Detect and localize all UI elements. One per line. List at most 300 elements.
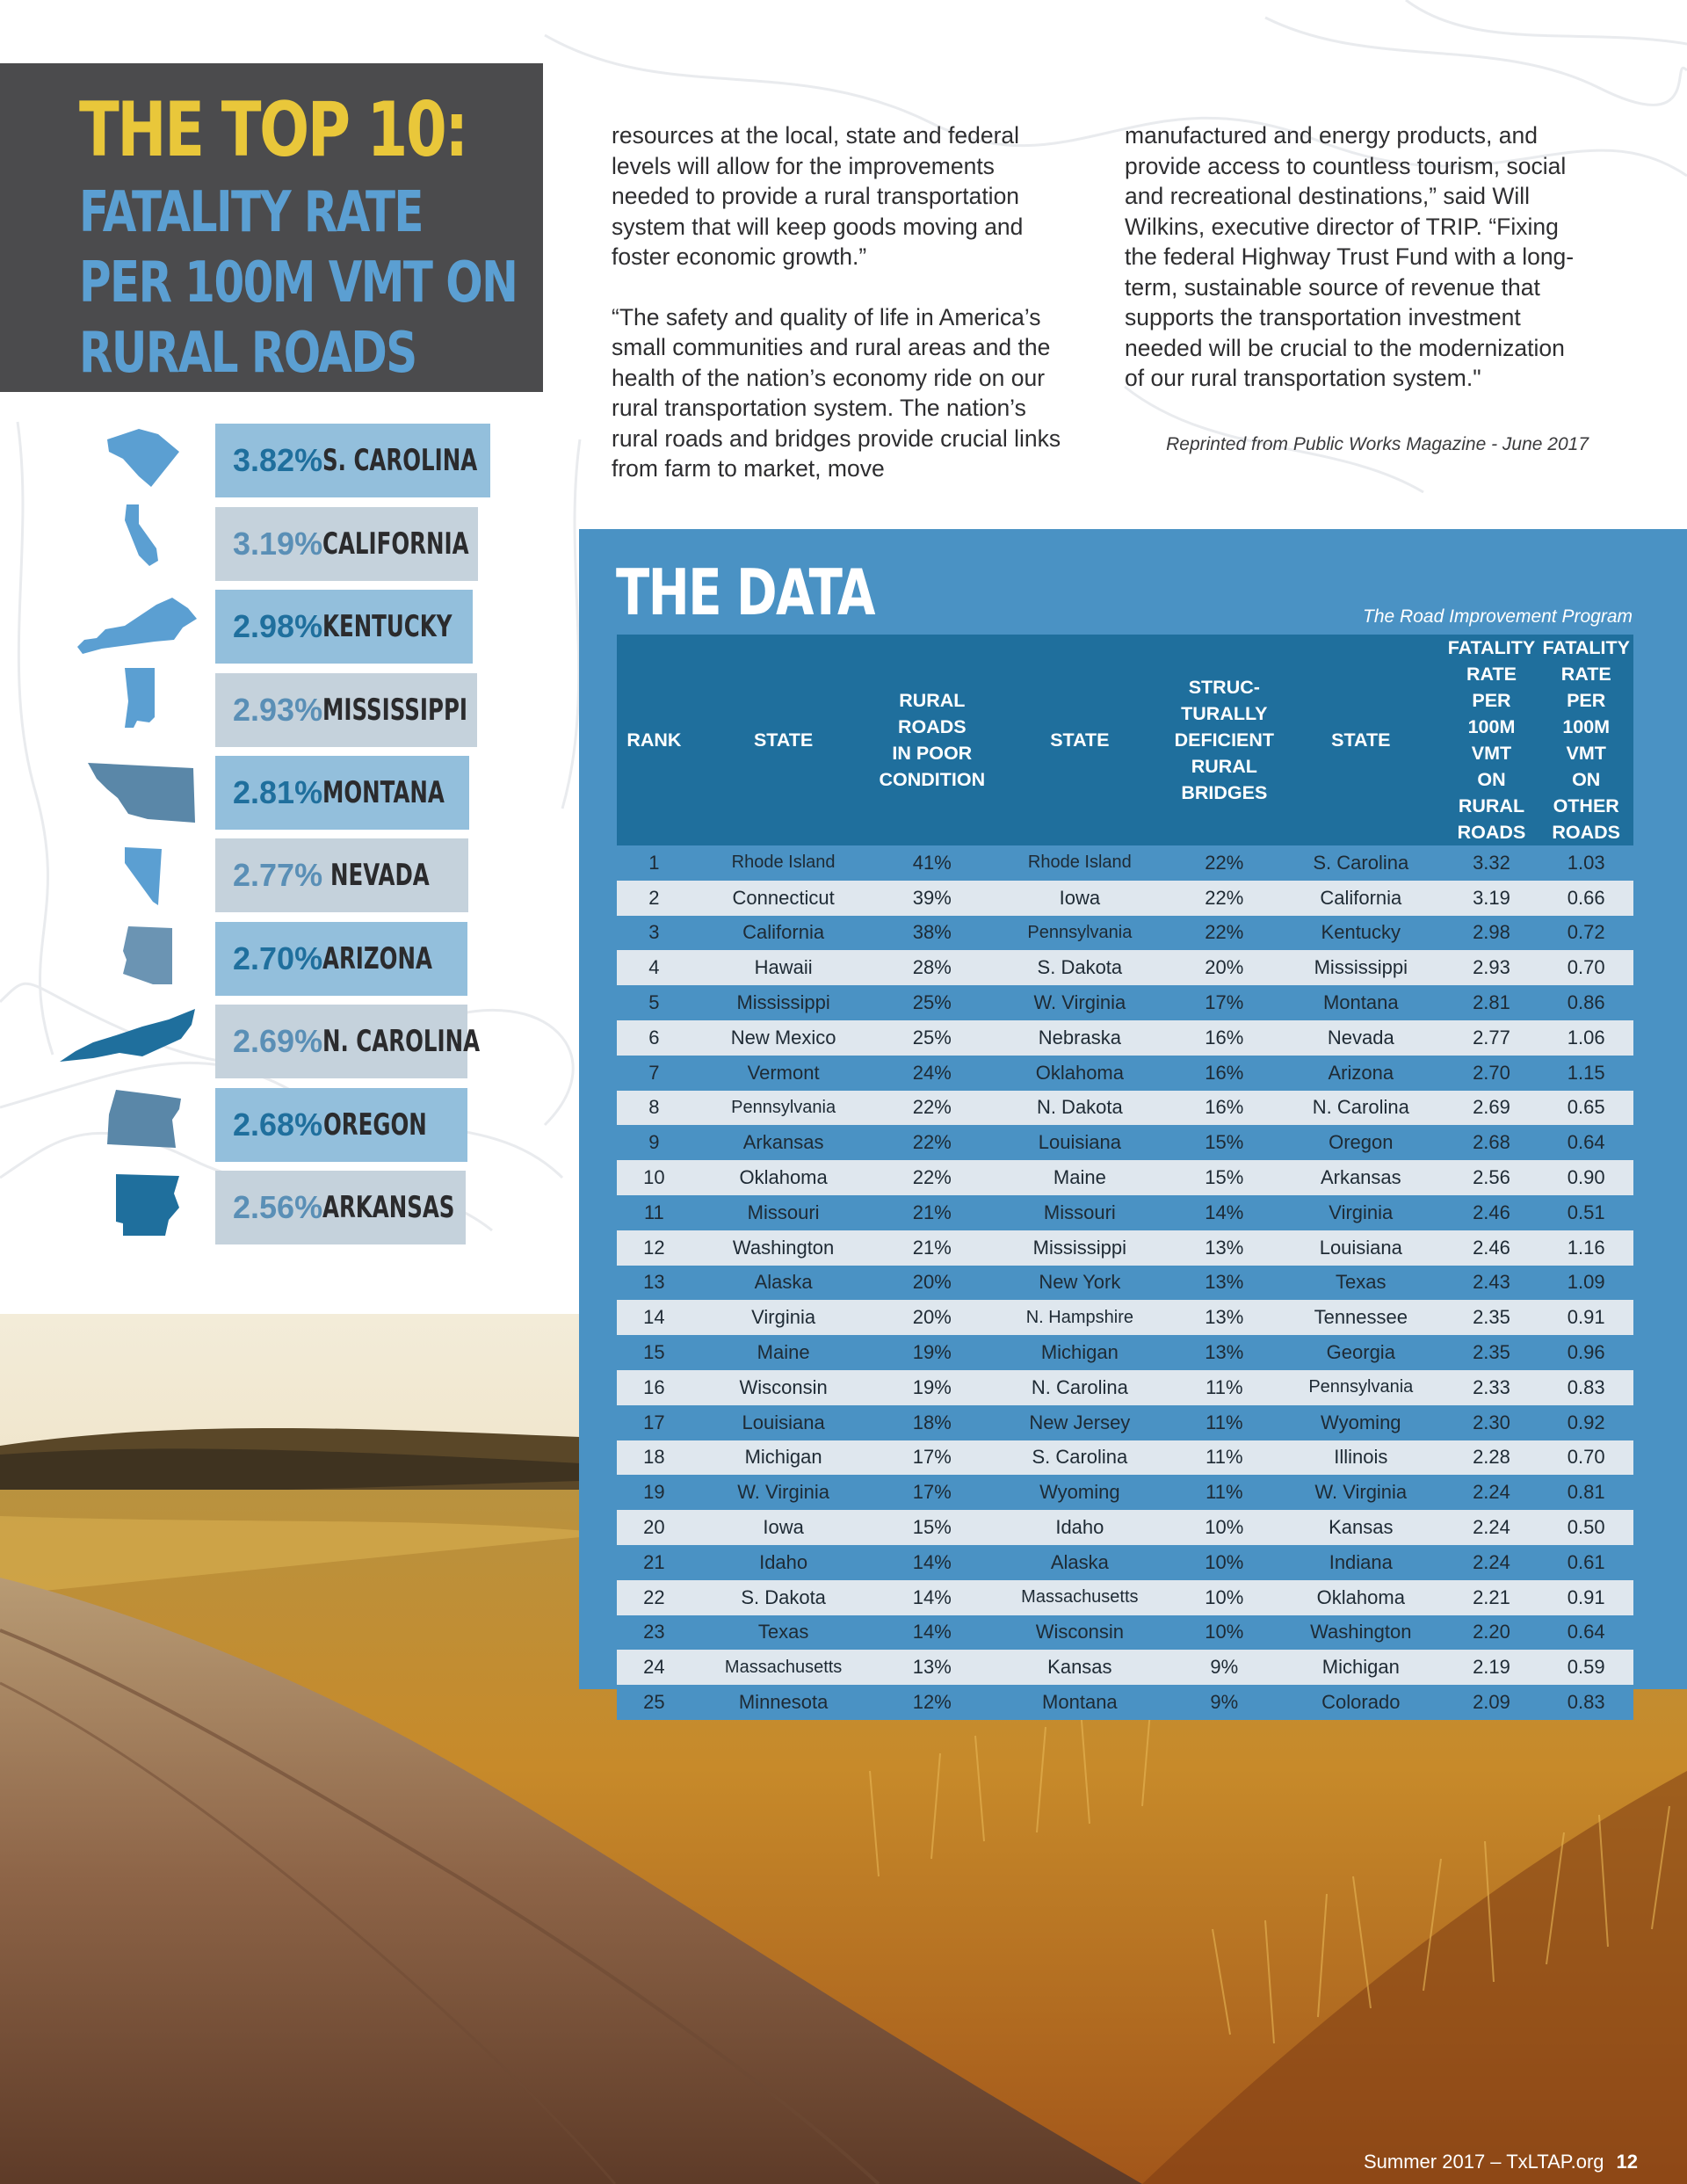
top10-rate: 2.70% — [233, 940, 323, 976]
footer-issue: Summer 2017 – TxLTAP.org — [1364, 2151, 1604, 2173]
top10-rate: 2.77% — [233, 857, 323, 893]
table-cell: 9% — [1171, 1685, 1278, 1720]
table-cell: 2.35 — [1444, 1335, 1539, 1370]
arkansas-map-icon — [114, 1172, 183, 1237]
top10-rate: 2.69% — [233, 1023, 323, 1059]
top10-rate: 2.93% — [233, 692, 323, 728]
table-cell: 0.59 — [1539, 1650, 1633, 1685]
table-cell: 3.32 — [1444, 845, 1539, 881]
table-cell: 0.70 — [1539, 950, 1633, 985]
table-cell: 17 — [617, 1405, 691, 1440]
table-cell: 1 — [617, 845, 691, 881]
table-cell: N. Dakota — [988, 1091, 1170, 1126]
top10-item — [215, 1171, 466, 1244]
table-cell: 2.20 — [1444, 1615, 1539, 1651]
column-header-line: BRIDGES — [1181, 782, 1268, 803]
table-cell: 19 — [617, 1475, 691, 1510]
table-cell: 18 — [617, 1440, 691, 1476]
table-cell: 2.46 — [1444, 1195, 1539, 1230]
top10-rate: 2.81% — [233, 774, 323, 810]
data-panel-title: THE DATA — [616, 555, 874, 629]
table-cell: S. Dakota — [691, 1580, 876, 1615]
article-column-2 — [1125, 120, 1589, 424]
table-cell: 1.09 — [1539, 1266, 1633, 1301]
table-row — [617, 1580, 1633, 1615]
table-cell: 7 — [617, 1056, 691, 1091]
table-cell: 10% — [1171, 1510, 1278, 1545]
table-cell: Virginia — [1278, 1195, 1444, 1230]
column-header-line: RATE PER — [1560, 664, 1611, 711]
column-header — [988, 635, 1170, 845]
table-cell: Oklahoma — [691, 1160, 876, 1195]
article-credit: Reprinted from Public Works Magazine - June 2017 — [1166, 434, 1589, 454]
table-cell: Oklahoma — [1278, 1580, 1444, 1615]
table-row — [617, 1405, 1633, 1440]
table-cell: Vermont — [691, 1056, 876, 1091]
table-cell: 14 — [617, 1300, 691, 1335]
table-cell: Idaho — [988, 1510, 1170, 1545]
table-cell: S. Carolina — [1278, 845, 1444, 881]
table-cell: 38% — [876, 916, 989, 951]
table-cell: 2.24 — [1444, 1545, 1539, 1580]
table-cell: Rhode Island — [691, 845, 876, 881]
column-header-line: STATE — [1331, 729, 1391, 751]
table-cell: 15 — [617, 1335, 691, 1370]
table-cell: 14% — [876, 1580, 989, 1615]
table-cell: 2.24 — [1444, 1510, 1539, 1545]
article-paragraph: resources at the local, state and federal levels will allow for the improvements needed to provide a rural transportation system that will keep goods moving and foster economic growth.” — [612, 122, 1024, 270]
table-cell: Montana — [1278, 985, 1444, 1020]
table-cell: 20% — [876, 1300, 989, 1335]
table-cell: 2.33 — [1444, 1370, 1539, 1405]
data-panel-source: The Road Improvement Program — [1363, 606, 1633, 627]
table-cell: 0.66 — [1539, 881, 1633, 916]
table-cell: 21% — [876, 1195, 989, 1230]
column-header — [1444, 635, 1539, 845]
table-cell: Louisiana — [988, 1125, 1170, 1160]
table-cell: W. Virginia — [691, 1475, 876, 1510]
table-cell: Georgia — [1278, 1335, 1444, 1370]
table-cell: Arkansas — [691, 1125, 876, 1160]
table-cell: 0.92 — [1539, 1405, 1633, 1440]
table-row — [617, 1615, 1633, 1651]
table-cell: 9 — [617, 1125, 691, 1160]
table-cell: 2.46 — [1444, 1230, 1539, 1266]
top10-state: CALIFORNIA — [322, 526, 469, 562]
table-cell: Virginia — [691, 1300, 876, 1335]
table-cell: Kansas — [988, 1650, 1170, 1685]
table-cell: 21% — [876, 1230, 989, 1266]
table-cell: 19% — [876, 1370, 989, 1405]
column-header — [876, 635, 989, 845]
table-cell: 20% — [1171, 950, 1278, 985]
table-cell: Michigan — [691, 1440, 876, 1476]
page-number: 12 — [1616, 2151, 1638, 2173]
table-cell: 25% — [876, 1020, 989, 1056]
column-header-line: ON OTHER — [1553, 769, 1619, 816]
top10-title-block — [0, 63, 543, 392]
table-row — [617, 1545, 1633, 1580]
table-cell: Montana — [988, 1685, 1170, 1720]
table-cell: 10% — [1171, 1580, 1278, 1615]
table-cell: 2.30 — [1444, 1405, 1539, 1440]
table-cell: Nebraska — [988, 1020, 1170, 1056]
table-cell: Oregon — [1278, 1125, 1444, 1160]
table-cell: S. Dakota — [988, 950, 1170, 985]
table-row — [617, 1195, 1633, 1230]
column-header-line: CONDITION — [879, 769, 986, 790]
table-cell: 22% — [876, 1091, 989, 1126]
table-cell: 0.96 — [1539, 1335, 1633, 1370]
table-row — [617, 1266, 1633, 1301]
california-map-icon — [123, 503, 162, 568]
table-cell: Massachusetts — [988, 1580, 1170, 1615]
table-cell: 0.81 — [1539, 1475, 1633, 1510]
top10-state: S. CAROLINA — [322, 443, 478, 478]
table-cell: 22% — [1171, 916, 1278, 951]
table-cell: Washington — [691, 1230, 876, 1266]
table-cell: 3 — [617, 916, 691, 951]
table-cell: 10% — [1171, 1545, 1278, 1580]
table-row — [617, 950, 1633, 985]
table-cell: S. Carolina — [988, 1440, 1170, 1476]
table-cell: 3.19 — [1444, 881, 1539, 916]
table-cell: 13% — [1171, 1300, 1278, 1335]
table-cell: 15% — [1171, 1125, 1278, 1160]
table-row — [617, 1160, 1633, 1195]
south-carolina-map-icon — [104, 427, 185, 490]
table-cell: 16% — [1171, 1020, 1278, 1056]
table-cell: 22 — [617, 1580, 691, 1615]
column-header — [691, 635, 876, 845]
table-cell: 8 — [617, 1091, 691, 1126]
table-cell: 0.50 — [1539, 1510, 1633, 1545]
mississippi-map-icon — [121, 666, 158, 729]
top10-item — [215, 1005, 481, 1078]
table-cell: 15% — [876, 1510, 989, 1545]
table-cell: Wisconsin — [691, 1370, 876, 1405]
table-cell: 13% — [1171, 1266, 1278, 1301]
table-cell: 21 — [617, 1545, 691, 1580]
top10-state: MISSISSIPPI — [322, 693, 468, 728]
table-cell: Idaho — [691, 1545, 876, 1580]
table-cell: 13% — [1171, 1335, 1278, 1370]
article-paragraph: manufactured and energy products, and provide access to countless tourism, social and recreational destinations,” said Will Wilkins, executive director of TRIP. “Fixing the federal Highway Trust Fund with a long-term, sustainable source of revenue that supports the transportation investment needed will be crucial to the modernization of our rural transportation system." — [1125, 122, 1575, 391]
table-row — [617, 1650, 1633, 1685]
table-cell: 13% — [1171, 1230, 1278, 1266]
table-cell: 2.77 — [1444, 1020, 1539, 1056]
table-cell: Tennessee — [1278, 1300, 1444, 1335]
table-cell: Wyoming — [1278, 1405, 1444, 1440]
top10-state: KENTUCKY — [322, 609, 453, 644]
top10-title-line-4: RURAL ROADS — [79, 321, 416, 386]
table-cell: 13% — [876, 1650, 989, 1685]
table-cell: Louisiana — [1278, 1230, 1444, 1266]
table-cell: Louisiana — [691, 1405, 876, 1440]
table-cell: 28% — [876, 950, 989, 985]
table-row — [617, 1056, 1633, 1091]
top10-title-line-3: PER 100M VMT ON — [79, 250, 518, 316]
table-cell: Rhode Island — [988, 845, 1170, 881]
table-cell: Pennsylvania — [1278, 1370, 1444, 1405]
column-header-line: 100M VMT — [1562, 716, 1611, 764]
table-cell: Alaska — [988, 1545, 1170, 1580]
data-table-header — [617, 635, 1633, 845]
column-header-line: ROADS — [1457, 822, 1526, 843]
table-row — [617, 1370, 1633, 1405]
table-cell: 2.28 — [1444, 1440, 1539, 1476]
table-cell: California — [691, 916, 876, 951]
table-cell: 10% — [1171, 1615, 1278, 1651]
data-table-body — [617, 845, 1633, 1720]
top10-item — [215, 838, 468, 912]
table-cell: 2.81 — [1444, 985, 1539, 1020]
table-cell: 13 — [617, 1266, 691, 1301]
table-cell: 39% — [876, 881, 989, 916]
table-cell: 14% — [1171, 1195, 1278, 1230]
table-cell: 24 — [617, 1650, 691, 1685]
table-cell: New Jersey — [988, 1405, 1170, 1440]
table-cell: 0.51 — [1539, 1195, 1633, 1230]
page-footer — [1364, 2151, 1638, 2173]
table-cell: 23 — [617, 1615, 691, 1651]
top10-item — [215, 922, 467, 996]
table-cell: Maine — [691, 1335, 876, 1370]
table-cell: 11% — [1171, 1370, 1278, 1405]
column-header-line: IN POOR — [892, 743, 973, 764]
top10-state: NEVADA — [330, 858, 431, 893]
table-cell: Nevada — [1278, 1020, 1444, 1056]
table-cell: Massachusetts — [691, 1650, 876, 1685]
top10-item — [215, 756, 469, 830]
table-cell: N. Hampshire — [988, 1300, 1170, 1335]
table-cell: Minnesota — [691, 1685, 876, 1720]
table-cell: 1.06 — [1539, 1020, 1633, 1056]
column-header — [1539, 635, 1633, 845]
table-row — [617, 1300, 1633, 1335]
top10-title-line-1: THE TOP 10: — [79, 86, 467, 174]
table-cell: 12% — [876, 1685, 989, 1720]
table-cell: 41% — [876, 845, 989, 881]
table-cell: 0.64 — [1539, 1615, 1633, 1651]
table-cell: 22% — [1171, 881, 1278, 916]
oregon-map-icon — [105, 1088, 183, 1150]
table-cell: Maine — [988, 1160, 1170, 1195]
table-cell: Michigan — [1278, 1650, 1444, 1685]
article-paragraph: “The safety and quality of life in America’s small communities and rural areas and the health of the nation’s economy ride on our rural transportation system. The nation’s rural roads and bridges provide crucial links from farm to market, move — [612, 303, 1061, 482]
column-header-line: ROADS — [897, 716, 967, 737]
table-cell: 11% — [1171, 1440, 1278, 1476]
table-cell: 1.16 — [1539, 1230, 1633, 1266]
table-cell: Colorado — [1278, 1685, 1444, 1720]
data-panel — [579, 529, 1687, 1714]
table-cell: Oklahoma — [988, 1056, 1170, 1091]
table-row — [617, 1685, 1633, 1720]
table-row — [617, 881, 1633, 916]
table-cell: 18% — [876, 1405, 989, 1440]
table-cell: 10 — [617, 1160, 691, 1195]
article-column-1 — [612, 120, 1075, 514]
table-row — [617, 985, 1633, 1020]
table-cell: N. Carolina — [1278, 1091, 1444, 1126]
kentucky-map-icon — [76, 596, 199, 657]
table-cell: 1.15 — [1539, 1056, 1633, 1091]
table-cell: 2.98 — [1444, 916, 1539, 951]
table-cell: 20% — [876, 1266, 989, 1301]
table-cell: 2.68 — [1444, 1125, 1539, 1160]
top10-state: OREGON — [323, 1107, 428, 1143]
table-cell: 22% — [876, 1160, 989, 1195]
table-row — [617, 1230, 1633, 1266]
table-cell: 2.35 — [1444, 1300, 1539, 1335]
table-row — [617, 1440, 1633, 1476]
table-cell: 16 — [617, 1370, 691, 1405]
table-cell: Pennsylvania — [691, 1091, 876, 1126]
table-cell: 0.90 — [1539, 1160, 1633, 1195]
table-cell: 2 — [617, 881, 691, 916]
table-cell: 2.19 — [1444, 1650, 1539, 1685]
table-cell: 0.91 — [1539, 1300, 1633, 1335]
table-cell: 9% — [1171, 1650, 1278, 1685]
top10-title-line-2: FATALITY RATE — [79, 180, 423, 245]
column-header-line: DEFICIENT — [1174, 729, 1275, 751]
table-cell: 19% — [876, 1335, 989, 1370]
table-cell: Hawaii — [691, 950, 876, 985]
table-cell: Missouri — [691, 1195, 876, 1230]
table-cell: Texas — [691, 1615, 876, 1651]
table-cell: 5 — [617, 985, 691, 1020]
table-cell: 17% — [1171, 985, 1278, 1020]
table-cell: 2.56 — [1444, 1160, 1539, 1195]
column-header-line: 100M VMT — [1467, 716, 1516, 764]
table-cell: 0.61 — [1539, 1545, 1633, 1580]
table-cell: 0.65 — [1539, 1091, 1633, 1126]
table-cell: 0.83 — [1539, 1370, 1633, 1405]
data-table — [617, 635, 1633, 1720]
table-cell: Michigan — [988, 1335, 1170, 1370]
table-cell: 11% — [1171, 1405, 1278, 1440]
column-header-line: TURALLY — [1181, 703, 1268, 724]
table-cell: 17% — [876, 1440, 989, 1476]
column-header-line: RURAL — [1191, 756, 1257, 777]
table-cell: Arizona — [1278, 1056, 1444, 1091]
table-cell: 2.69 — [1444, 1091, 1539, 1126]
table-cell: New York — [988, 1266, 1170, 1301]
table-cell: 11% — [1171, 1475, 1278, 1510]
table-cell: Missouri — [988, 1195, 1170, 1230]
table-cell: 0.83 — [1539, 1685, 1633, 1720]
table-row — [617, 1125, 1633, 1160]
top10-state: MONTANA — [322, 775, 445, 810]
table-cell: 2.24 — [1444, 1475, 1539, 1510]
top10-item — [215, 1088, 467, 1162]
table-cell: California — [1278, 881, 1444, 916]
table-row — [617, 1475, 1633, 1510]
table-cell: 0.86 — [1539, 985, 1633, 1020]
table-cell: Iowa — [988, 881, 1170, 916]
table-cell: Mississippi — [1278, 950, 1444, 985]
top10-item — [215, 507, 478, 581]
top10-rate: 3.19% — [233, 526, 323, 562]
column-header-line: FATALITY — [1542, 637, 1630, 658]
top10-item — [215, 673, 477, 747]
column-header-line: ROADS — [1552, 822, 1621, 843]
table-cell: 14% — [876, 1615, 989, 1651]
table-cell: 24% — [876, 1056, 989, 1091]
table-cell: Mississippi — [988, 1230, 1170, 1266]
top10-rate: 3.82% — [233, 442, 323, 478]
table-cell: Connecticut — [691, 881, 876, 916]
table-cell: 2.43 — [1444, 1266, 1539, 1301]
table-cell: 1.03 — [1539, 845, 1633, 881]
table-cell: Arkansas — [1278, 1160, 1444, 1195]
table-cell: 2.70 — [1444, 1056, 1539, 1091]
table-cell: 22% — [1171, 845, 1278, 881]
table-cell: 14% — [876, 1545, 989, 1580]
table-row — [617, 845, 1633, 881]
table-cell: 0.64 — [1539, 1125, 1633, 1160]
table-cell: Pennsylvania — [988, 916, 1170, 951]
column-header-line: STATE — [1050, 729, 1110, 751]
north-carolina-map-icon — [58, 1007, 199, 1065]
table-cell: Alaska — [691, 1266, 876, 1301]
table-cell: 2.09 — [1444, 1685, 1539, 1720]
table-cell: 2.93 — [1444, 950, 1539, 985]
table-cell: Wisconsin — [988, 1615, 1170, 1651]
table-row — [617, 1091, 1633, 1126]
table-cell: Washington — [1278, 1615, 1444, 1651]
table-cell: 0.91 — [1539, 1580, 1633, 1615]
table-row — [617, 1510, 1633, 1545]
column-header-line: RATE PER — [1466, 664, 1517, 711]
nevada-map-icon — [123, 845, 163, 907]
table-cell: 25 — [617, 1685, 691, 1720]
table-cell: 0.72 — [1539, 916, 1633, 951]
arizona-map-icon — [121, 925, 174, 986]
table-cell: Kentucky — [1278, 916, 1444, 951]
column-header — [1278, 635, 1444, 845]
top10-rate: 2.98% — [233, 608, 323, 644]
table-cell: 11 — [617, 1195, 691, 1230]
montana-map-icon — [86, 761, 197, 824]
table-cell: Iowa — [691, 1510, 876, 1545]
top10-rate: 2.56% — [233, 1189, 323, 1225]
table-cell: Wyoming — [988, 1475, 1170, 1510]
table-cell: Mississippi — [691, 985, 876, 1020]
table-cell: 17% — [876, 1475, 989, 1510]
table-cell: 6 — [617, 1020, 691, 1056]
table-cell: Kansas — [1278, 1510, 1444, 1545]
table-cell: Indiana — [1278, 1545, 1444, 1580]
column-header — [617, 635, 691, 845]
table-cell: 20 — [617, 1510, 691, 1545]
top10-state: ARIZONA — [322, 941, 432, 976]
column-header-line: RANK — [626, 729, 682, 751]
column-header-line: FATALITY — [1447, 637, 1536, 658]
table-cell: New Mexico — [691, 1020, 876, 1056]
table-row — [617, 1335, 1633, 1370]
table-cell: 15% — [1171, 1160, 1278, 1195]
table-cell: 2.21 — [1444, 1580, 1539, 1615]
column-header-line: STATE — [753, 729, 814, 751]
top10-rate: 2.68% — [233, 1107, 323, 1143]
top10-item — [215, 424, 490, 497]
top10-state: N. CAROLINA — [322, 1024, 481, 1059]
table-row — [617, 916, 1633, 951]
column-header-line: RURAL — [899, 690, 966, 711]
column-header-line: ON RURAL — [1458, 769, 1525, 816]
table-cell: 12 — [617, 1230, 691, 1266]
